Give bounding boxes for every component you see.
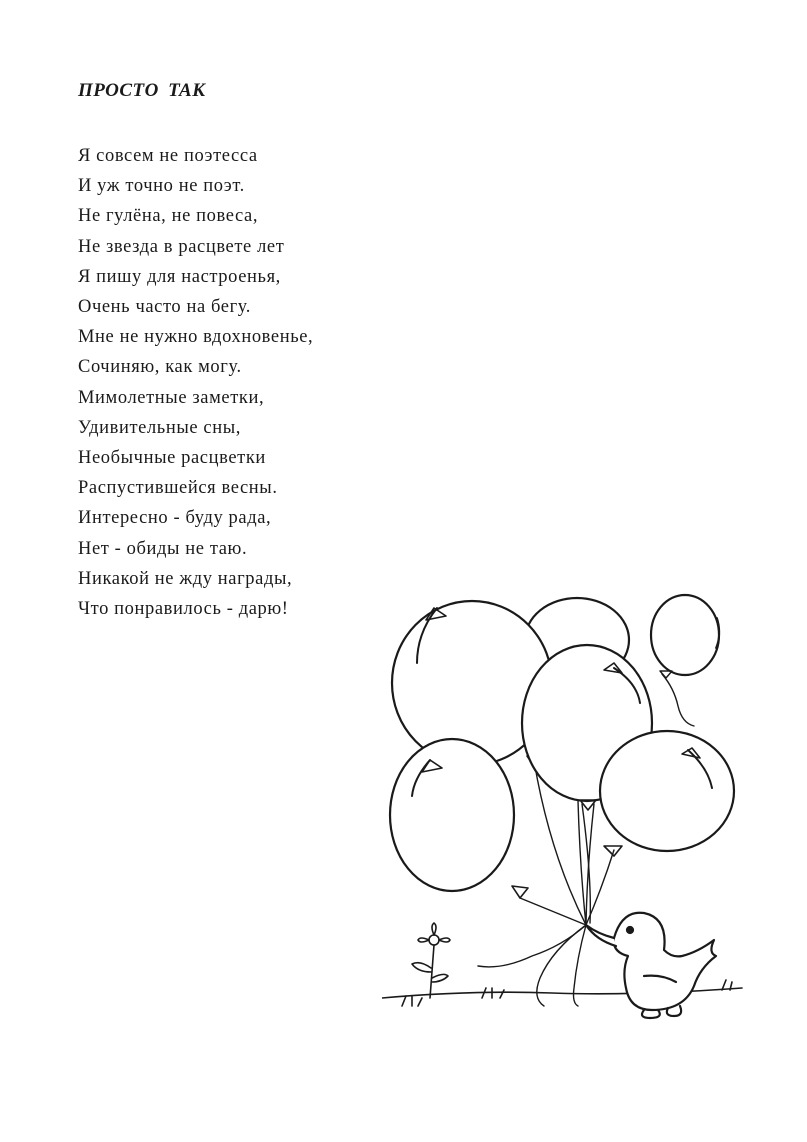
- poem-line: Никакой не жду награды,: [78, 568, 293, 589]
- poem-line: Нет - обиды не таю.: [78, 538, 248, 559]
- poem-line: Мимолетные заметки,: [78, 387, 265, 408]
- poem-line: И уж точно не поэт.: [78, 176, 245, 197]
- poem-body: [78, 141, 313, 624]
- balloon: [600, 731, 734, 856]
- balloon: [390, 739, 528, 898]
- poem-line: Мне не нужно вдохновенье,: [78, 327, 314, 348]
- poem-line: Необычные расцветки: [78, 448, 266, 469]
- poem-line: Не звезда в расцвете лет: [78, 236, 285, 257]
- poem-line: Что понравилось - дарю!: [78, 599, 289, 620]
- balloon: [651, 595, 719, 678]
- poem-title: ПРОСТО ТАК: [78, 80, 206, 101]
- poem-line: Сочиняю, как могу.: [78, 357, 242, 378]
- poem-line: Интересно - буду рада,: [78, 508, 272, 529]
- poem-line: Не гулёна, не повеса,: [78, 206, 259, 227]
- flower: [412, 923, 450, 998]
- poem-line: Распустившейся весны.: [78, 478, 278, 499]
- poem-line: Удивительные сны,: [78, 417, 241, 438]
- duckling: [586, 913, 716, 1018]
- poem-line: Очень часто на бегу.: [78, 297, 252, 318]
- poem-line: Я пишу для настроенья,: [78, 266, 281, 287]
- balloons-duckling-illustration: [382, 578, 750, 1033]
- poem-line: Я совсем не поэтесса: [78, 146, 258, 166]
